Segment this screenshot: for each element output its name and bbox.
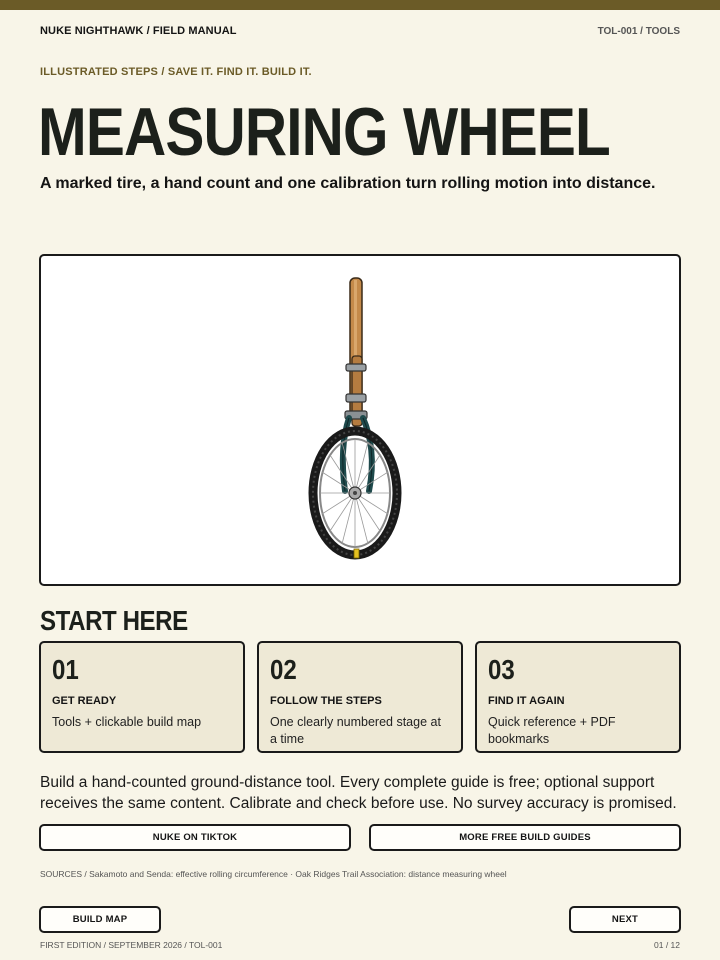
measuring-wheel-illustration <box>41 256 681 586</box>
intro-paragraph: Build a hand-counted ground-distance tool. Every complete guide is free; optional support receives the same content. Calibrate and check before use. No survey accuracy is promised. <box>40 774 677 812</box>
edition-label: FIRST EDITION / SEPTEMBER 2026 / TOL-001 <box>40 940 223 950</box>
start-here-heading: START HERE <box>40 605 188 636</box>
kicker-text: ILLUSTRATED STEPS / SAVE IT. FIND IT. BUILD IT. <box>40 66 312 78</box>
sources-line: SOURCES / Sakamoto and Senda: effective rolling circumference · Oak Ridges Trail Association: distance measuring wheel <box>40 869 507 879</box>
next-button[interactable]: NEXT <box>569 906 681 933</box>
step-title: FIND IT AGAIN <box>488 695 565 707</box>
step-card-2 <box>257 641 463 753</box>
step-description: One clearly numbered stage at a time <box>270 715 441 746</box>
step-number: 01 <box>52 654 79 685</box>
step-title: GET READY <box>52 695 117 707</box>
brand-label: NUKE NIGHTHAWK / FIELD MANUAL <box>40 25 237 37</box>
more-guides-button[interactable]: MORE FREE BUILD GUIDES <box>369 824 681 851</box>
hero-illustration <box>39 254 681 586</box>
tiktok-button[interactable]: NUKE ON TIKTOK <box>39 824 351 851</box>
top-accent-bar <box>0 0 720 10</box>
step-title: FOLLOW THE STEPS <box>270 695 382 707</box>
step-card-1 <box>39 641 245 753</box>
step-number: 02 <box>270 654 297 685</box>
step-number: 03 <box>488 654 515 685</box>
page-subtitle: A marked tire, a hand count and one calibration turn rolling motion into distance. <box>40 175 656 192</box>
step-description: Tools + clickable build map <box>52 715 202 729</box>
step-description: Quick reference + PDF bookmarks <box>488 715 616 746</box>
page-number: 01 / 12 <box>654 940 680 950</box>
build-map-button[interactable]: BUILD MAP <box>39 906 161 933</box>
step-card-3 <box>475 641 681 753</box>
document-code: TOL-001 / TOOLS <box>597 26 680 37</box>
page-title: MEASURING WHEEL <box>38 94 610 170</box>
